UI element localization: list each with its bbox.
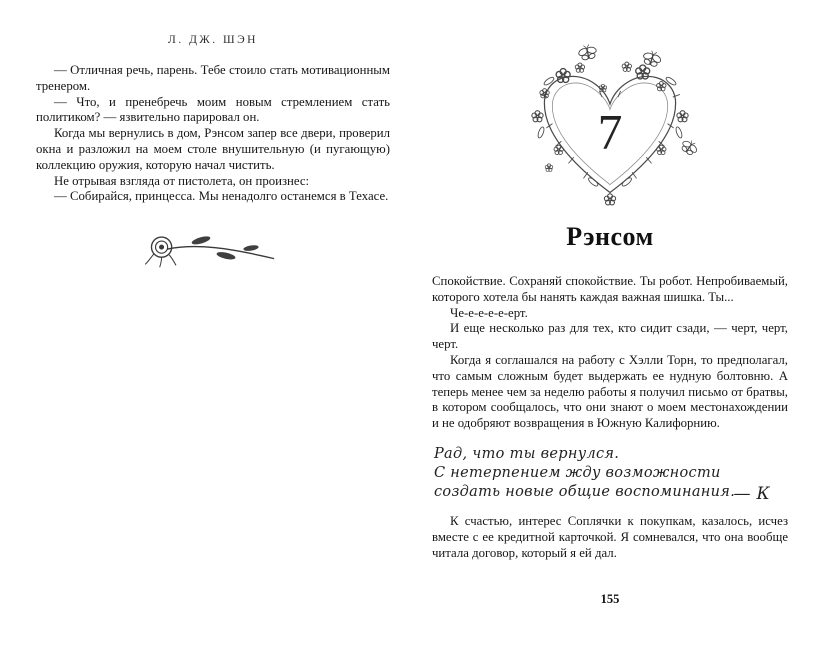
left-page xyxy=(36,34,390,280)
paragraph: Че-е-е-е-е-ерт. xyxy=(450,305,528,320)
paragraph: Не отрывая взгляда от пистолета, он произнес: xyxy=(54,173,310,188)
chapter-title: Рэнсом xyxy=(566,222,654,251)
paragraph: Когда я соглашался на работу с Хэлли Торн, то предполагал, что самым сложным будет выдержать ее нудную болтовню. А теперь менее чем за неделю работы я получил письмо от братвы, в котором сообщалось, что они знают о моем местонахождении и не одобряют возвращения в Южную Калифорнию. xyxy=(432,352,788,431)
paragraph: — Собирайся, принцесса. Мы ненадолго останемся в Техасе. xyxy=(54,189,389,204)
page-number: 155 xyxy=(600,592,620,606)
butterfly-icons xyxy=(577,44,701,158)
heart-wreath-icon xyxy=(512,44,708,212)
running-header: Л. ДЖ. ШЭН xyxy=(168,34,258,46)
closing-text-block xyxy=(432,514,788,561)
right-page xyxy=(432,44,788,561)
handwritten-note xyxy=(434,445,788,504)
note-line: Рад, что ты вернулся. xyxy=(434,445,620,462)
paragraph: К счастью, интерес Соплячки к покупкам, казалось, исчез вместе с ее кредитной карточкой. Я сомневался, что она вообще читала договор, который я ей дал. xyxy=(432,513,788,560)
left-text-block xyxy=(36,63,390,205)
right-text-block xyxy=(432,274,788,432)
paragraph: И еще несколько раз для тех, кто сидит сзади, — черт, черт, черт. xyxy=(432,321,788,352)
chapter-heading-illustration xyxy=(432,44,788,212)
paragraph: Когда мы вернулись в дом, Рэнсом запер все двери, проверил окна и разложил на моем столе внушительную (и пугающую) коллекцию оружия, которую начал чистить. xyxy=(36,126,390,172)
paragraph: — Отличная речь, парень. Тебе стоило стать мотивационным тренером. xyxy=(36,63,390,93)
paragraph: — Что, и пренебречь моим новым стремлением стать политиком? — язвительно парировал он. xyxy=(36,94,390,125)
note-signature: — К xyxy=(733,483,770,504)
rose-illustration xyxy=(36,225,390,280)
rose-icon xyxy=(141,225,286,275)
paragraph: Спокойствие. Сохраняй спокойствие. Ты робот. Непробиваемый, которого хотела бы нанять каждая важная шишка. Ты... xyxy=(432,274,788,304)
note-line: С нетерпением жду возможности создать новые общие воспоминания. xyxy=(434,464,736,500)
chapter-number: 7 xyxy=(597,104,623,160)
